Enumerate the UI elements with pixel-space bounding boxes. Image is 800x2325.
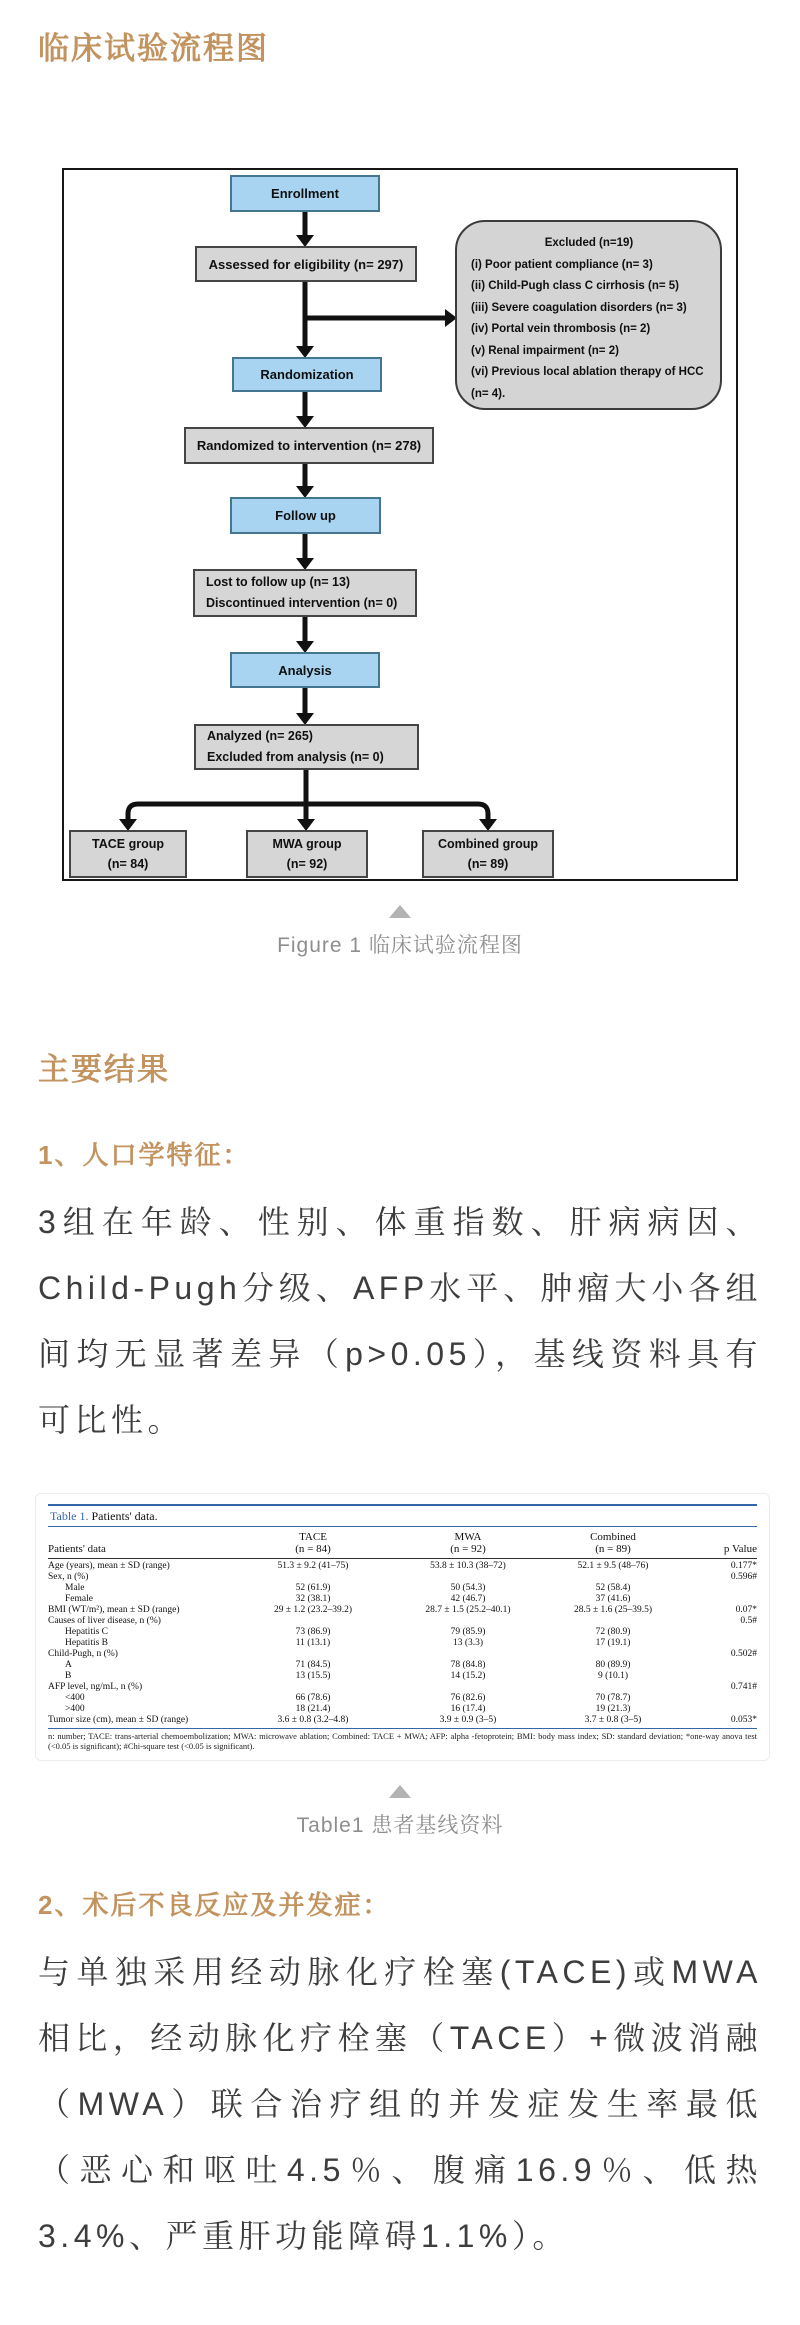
table-row	[48, 1594, 757, 1605]
row-value: 32 (38.1)	[295, 1594, 331, 1604]
row-value: 0.502#	[730, 1649, 757, 1659]
row-value: 52 (58.4)	[595, 1583, 631, 1593]
table-row	[48, 1627, 757, 1638]
row-value	[683, 1627, 757, 1638]
row-label: BMI (WT/m²), mean ± SD (range)	[48, 1605, 180, 1615]
table-row	[48, 1693, 757, 1704]
row-value: 72 (80.9)	[595, 1627, 631, 1637]
excluded-item: (i) Poor patient compliance (n= 3)	[471, 258, 653, 271]
row-value: 78 (84.8)	[450, 1660, 486, 1670]
flow-box-lost	[193, 569, 417, 617]
flow-box-enrollment: Enrollment	[230, 175, 380, 212]
row-value	[683, 1693, 757, 1704]
row-label: Female	[65, 1594, 93, 1604]
col-header-combined-name: Combined	[590, 1531, 636, 1543]
figure-caption: Figure 1 临床试验流程图	[277, 934, 523, 957]
row-value: 66 (78.6)	[295, 1693, 331, 1703]
row-value: 13 (15.5)	[295, 1671, 331, 1681]
row-value: 0.053*	[730, 1715, 757, 1725]
row-value	[683, 1594, 757, 1605]
row-value: 73 (86.9)	[295, 1627, 331, 1637]
page-title: 临床试验流程图	[38, 31, 269, 66]
row-value: 17 (19.1)	[595, 1638, 631, 1648]
excluded-item: (ii) Child-Pugh class C cirrhosis (n= 5)	[471, 280, 679, 292]
row-label: Male	[65, 1583, 85, 1593]
row-value: 0.07*	[735, 1605, 757, 1615]
row-value: 3.9 ± 0.9 (3–5)	[439, 1715, 497, 1725]
combined-group-name: Combined group	[438, 837, 538, 851]
flow-box-lost-line1: Lost to follow up (n= 13)	[206, 575, 351, 589]
row-value	[543, 1682, 683, 1693]
excluded-title: Excluded (n=19)	[544, 237, 634, 249]
flow-box-analyzed-line1: Analyzed (n= 265)	[207, 729, 313, 743]
table-title-text: Patients' data.	[91, 1509, 158, 1523]
flow-box-combined-group	[422, 830, 554, 878]
row-value: 0.741#	[730, 1682, 757, 1692]
table-footnote: n: number; TACE: trans-arterial chemoembolization; MWA: microwave ablation; Combined: TACE + MWA; AFP: alpha -fetoprotein; BMI: body mass index; SD: standard deviation; *one-way anova test (<0.05 is significant); #Chi-square test (<0.05 is significant).	[48, 1728, 757, 1751]
col-header-combined	[543, 1531, 683, 1555]
subheading-demographics: 1、人口学特征：	[38, 1140, 251, 1170]
col-header-tace-name: TACE	[299, 1531, 327, 1543]
row-value: 52.1 ± 9.5 (48–76)	[577, 1561, 649, 1571]
excluded-item: (v) Renal impairment (n= 2)	[471, 344, 619, 357]
row-value: 50 (54.3)	[450, 1583, 486, 1593]
row-label: Hepatitis B	[65, 1638, 109, 1648]
row-value	[233, 1616, 393, 1627]
col-header-p-value: p Value	[723, 1543, 757, 1555]
row-value: 9 (10.1)	[597, 1671, 629, 1681]
row-label: Age (years), mean ± SD (range)	[48, 1561, 170, 1571]
paragraph-complications: 与单独采用经动脉化疗栓塞(TACE)或MWA相比，经动脉化疗栓塞（TACE）+微波消融（MWA）联合治疗组的并发症发生率最低（恶心和呕吐4.5％、腹痛16.9％、低热3.4%、严重肝功能障碍1.1%）。	[38, 1954, 762, 2254]
col-header-tace-n: (n = 84)	[295, 1543, 331, 1555]
col-header-tace	[233, 1531, 393, 1555]
col-header-combined-n: (n = 89)	[595, 1543, 631, 1555]
row-label: B	[65, 1671, 72, 1681]
row-value	[393, 1572, 543, 1583]
row-value	[683, 1671, 757, 1682]
row-value: 14 (15.2)	[450, 1671, 486, 1681]
row-value: 53.8 ± 10.3 (38–72)	[430, 1561, 506, 1571]
row-value: 70 (78.7)	[595, 1693, 631, 1703]
row-value: 16 (17.4)	[450, 1704, 486, 1714]
flow-box-assessed: Assessed for eligibility (n= 297)	[195, 246, 417, 282]
row-value: 76 (82.6)	[450, 1693, 486, 1703]
table-caption: Table1 患者基线资料	[296, 1814, 504, 1837]
row-label: AFP level, ng/mL, n (%)	[48, 1682, 143, 1692]
flow-box-tace-group	[69, 830, 187, 878]
flow-box-lost-line2: Discontinued intervention (n= 0)	[206, 596, 398, 610]
row-value: 3.6 ± 0.8 (3.2–4.8)	[277, 1715, 349, 1725]
table-row	[48, 1682, 757, 1693]
paragraph-demographics: 3组在年龄、性别、体重指数、肝病病因、Child-Pugh分级、AFP水平、肿瘤大小各组间均无显著差异（p>0.05），基线资料具有可比性。	[38, 1204, 762, 1438]
row-value: 51.3 ± 9.2 (41–75)	[277, 1561, 349, 1571]
table-row	[48, 1649, 757, 1660]
row-value	[543, 1572, 683, 1583]
row-value: 18 (21.4)	[295, 1704, 331, 1714]
tace-group-name: TACE group	[92, 837, 164, 851]
row-value: 42 (46.7)	[450, 1594, 486, 1604]
main-results-heading: 主要结果	[38, 1052, 170, 1087]
row-label: Child-Pugh, n (%)	[48, 1649, 118, 1659]
row-value: 79 (85.9)	[450, 1627, 486, 1637]
row-value	[543, 1649, 683, 1660]
row-value: 0.5#	[740, 1616, 757, 1626]
table-row	[48, 1660, 757, 1671]
row-value: 13 (3.3)	[452, 1638, 484, 1648]
row-value	[393, 1682, 543, 1693]
row-label: <400	[65, 1693, 85, 1703]
table-row	[48, 1715, 757, 1726]
table-title-label: Table 1.	[50, 1509, 89, 1523]
flow-box-analyzed	[194, 724, 419, 770]
table-row	[48, 1638, 757, 1649]
excluded-item: (iii) Severe coagulation disorders (n= 3)	[471, 301, 687, 314]
flow-box-analysis: Analysis	[230, 652, 380, 688]
table-row	[48, 1605, 757, 1616]
col-header-mwa-n: (n = 92)	[450, 1543, 486, 1555]
collapse-triangle-icon	[389, 1785, 411, 1798]
mwa-group-name: MWA group	[272, 837, 342, 851]
flow-box-analyzed-line2: Excluded from analysis (n= 0)	[207, 750, 384, 764]
row-value	[543, 1616, 683, 1627]
row-value: 80 (89.9)	[595, 1660, 631, 1670]
row-label: A	[65, 1660, 72, 1670]
col-header-mwa	[393, 1531, 543, 1555]
table-title	[48, 1504, 757, 1527]
row-value: 19 (21.3)	[595, 1704, 631, 1714]
table-row	[48, 1616, 757, 1627]
row-value	[393, 1649, 543, 1660]
row-value	[683, 1704, 757, 1715]
row-value	[233, 1649, 393, 1660]
row-label: >400	[65, 1704, 85, 1714]
table-row	[48, 1572, 757, 1583]
collapse-triangle-icon	[389, 905, 411, 918]
row-label: Sex, n (%)	[48, 1572, 89, 1582]
excluded-item: (vi) Previous local ablation therapy of HCC (n= 4).	[471, 366, 704, 400]
col-header-mwa-name: MWA	[454, 1531, 482, 1543]
col-header-patients-data: Patients' data	[48, 1543, 106, 1555]
combined-group-n: (n= 89)	[467, 857, 509, 871]
row-value: 28.7 ± 1.5 (25.2–40.1)	[425, 1605, 511, 1615]
row-value	[683, 1638, 757, 1649]
row-value: 71 (84.5)	[295, 1660, 331, 1670]
table-header	[48, 1527, 757, 1559]
mwa-group-n: (n= 92)	[286, 857, 328, 871]
flow-box-randomized: Randomized to intervention (n= 278)	[184, 427, 434, 464]
row-value: 0.177*	[730, 1561, 757, 1571]
row-value: 11 (13.1)	[295, 1638, 331, 1648]
table-row	[48, 1671, 757, 1682]
excluded-item: (iv) Portal vein thrombosis (n= 2)	[471, 323, 651, 335]
row-label: Causes of liver disease, n (%)	[48, 1616, 161, 1626]
row-value	[683, 1583, 757, 1594]
table-row	[48, 1704, 757, 1715]
table-row	[48, 1561, 757, 1572]
row-value: 37 (41.6)	[595, 1594, 631, 1604]
subheading-complications: 2、术后不良反应及并发症：	[38, 1890, 391, 1920]
consort-flowchart	[62, 168, 738, 881]
table-row	[48, 1583, 757, 1594]
table-1-card	[35, 1493, 770, 1761]
row-label: Hepatitis C	[65, 1627, 109, 1637]
row-value	[393, 1616, 543, 1627]
row-value: 3.7 ± 0.8 (3–5)	[584, 1715, 642, 1725]
row-value	[233, 1572, 393, 1583]
row-value	[233, 1682, 393, 1693]
row-value: 28.5 ± 1.6 (25–39.5)	[573, 1605, 653, 1615]
row-value: 0.596#	[730, 1572, 757, 1582]
tace-group-n: (n= 84)	[107, 857, 149, 871]
row-value: 52 (61.9)	[295, 1583, 331, 1593]
row-label: Tumor size (cm), mean ± SD (range)	[48, 1715, 189, 1725]
table-body	[48, 1559, 757, 1727]
flow-box-followup: Follow up	[230, 497, 381, 534]
flow-box-mwa-group	[246, 830, 368, 878]
flow-box-excluded	[455, 220, 722, 410]
flow-box-randomization: Randomization	[232, 357, 382, 392]
excluded-list	[471, 255, 707, 406]
row-value: 29 ± 1.2 (23.2–39.2)	[273, 1605, 353, 1615]
row-value	[683, 1660, 757, 1671]
